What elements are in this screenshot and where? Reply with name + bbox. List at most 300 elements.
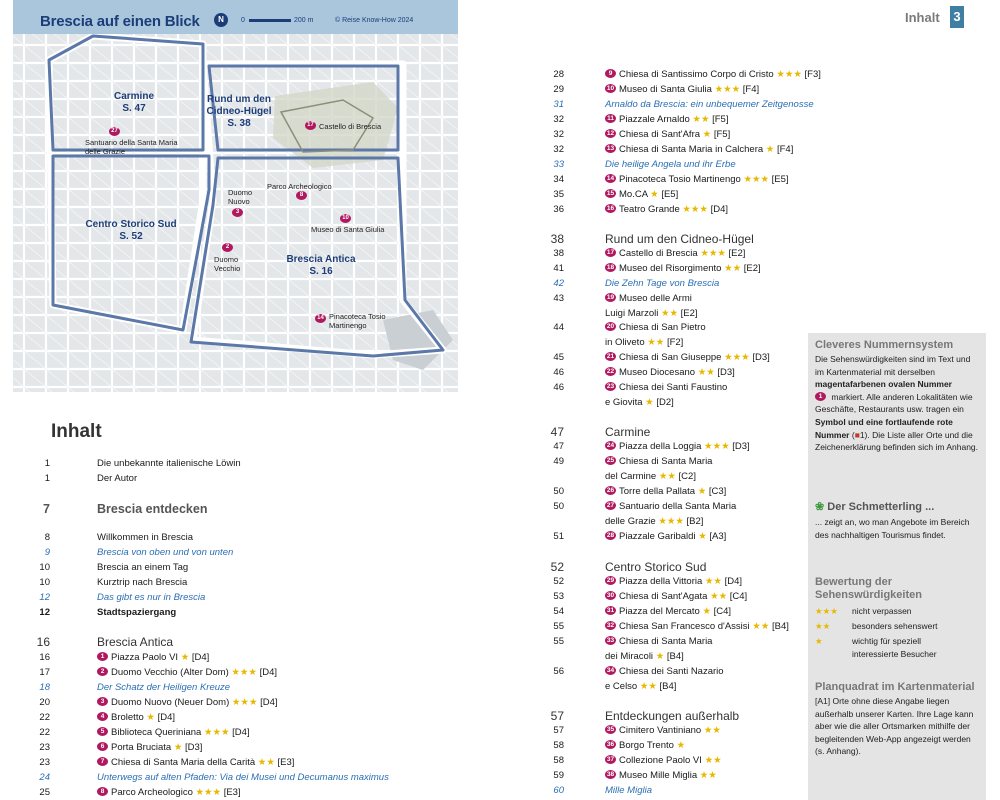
map-poi-label: Museo di Santa Giulia bbox=[311, 225, 385, 234]
toc-entry-title bbox=[97, 682, 230, 694]
sight-number-badge: 37 bbox=[606, 755, 615, 763]
grid-reference: [E2] bbox=[743, 263, 761, 274]
toc-entry-title bbox=[605, 293, 692, 305]
grid-reference: [B4] bbox=[666, 651, 684, 662]
rating-stars: ★★★ bbox=[195, 787, 222, 798]
map-poi-label: Duomo Vecchio bbox=[214, 255, 241, 273]
map-poi-label: Duomo Nuovo bbox=[228, 188, 253, 206]
sight-number-badge: 5 bbox=[97, 727, 108, 736]
toc-entry-text: Museo di Santa Giulia bbox=[619, 84, 712, 95]
toc-page-number: 38 bbox=[550, 232, 564, 246]
toc-page-number: 10 bbox=[39, 562, 50, 573]
toc-page-number: 32 bbox=[553, 129, 564, 140]
toc-page-number: 12 bbox=[39, 592, 50, 603]
toc-entry-title bbox=[605, 174, 789, 186]
toc-page-number: 56 bbox=[553, 666, 564, 677]
toc-entry-title bbox=[97, 742, 202, 754]
toc-page-number: 49 bbox=[553, 456, 564, 467]
toc-entry-title bbox=[97, 652, 209, 664]
sight-number-badge: 6 bbox=[97, 742, 108, 751]
toc-page-number: 55 bbox=[553, 621, 564, 632]
toc-entry-text: in Oliveto bbox=[605, 337, 645, 348]
toc-page-number: 52 bbox=[550, 560, 564, 574]
toc-entry-text: Piazza della Vittoria bbox=[619, 576, 703, 587]
toc-entry-text: Brescia Antica bbox=[97, 635, 174, 649]
toc-page-number: 23 bbox=[39, 757, 50, 768]
toc-entry-title bbox=[605, 382, 727, 394]
toc-entry-text: Piazzale Arnaldo bbox=[619, 114, 690, 125]
rating-stars: ★ bbox=[645, 397, 654, 408]
toc-entry-text: delle Grazie bbox=[605, 516, 656, 527]
map-title: Brescia auf einen Blick bbox=[40, 13, 200, 30]
toc-page-number: 12 bbox=[39, 607, 50, 618]
sight-number-badge: 25 bbox=[606, 456, 615, 464]
toc-entry-text: Teatro Grande bbox=[619, 204, 680, 215]
toc-entry-text: Chiesa di Sant'Agata bbox=[619, 591, 708, 602]
sight-number-badge: 17 bbox=[606, 248, 615, 256]
toc-entry-title bbox=[605, 441, 750, 453]
toc-entry-title bbox=[97, 712, 175, 724]
sidebar-heading: Bewertung der Sehenswürdigkeiten bbox=[815, 576, 922, 601]
scale-label: 200 m bbox=[294, 17, 314, 24]
toc-entry-text: Entdeckungen außerhalb bbox=[605, 709, 740, 723]
toc-page-number: 41 bbox=[553, 263, 564, 274]
toc-entry-title bbox=[97, 562, 188, 574]
sight-number-badge: 36 bbox=[606, 740, 615, 748]
toc-entry-title bbox=[605, 471, 696, 483]
toc-entry-text: Rund um den Cidneo-Hügel bbox=[605, 232, 754, 246]
toc-page-number: 47 bbox=[550, 425, 564, 439]
toc-entry-text: e Giovita bbox=[605, 397, 643, 408]
toc-page-number: 24 bbox=[39, 772, 50, 783]
sight-number-badge: 31 bbox=[606, 606, 615, 614]
number-badge-icon: 1 bbox=[815, 392, 826, 401]
sight-number-badge: 10 bbox=[606, 84, 615, 92]
toc-entry-text: Chiesa di Santa Maria della Carità bbox=[111, 757, 256, 768]
scale-zero: 0 bbox=[241, 17, 245, 24]
toc-page-number: 46 bbox=[553, 367, 564, 378]
toc-page-number: 47 bbox=[553, 441, 564, 452]
north-arrow-icon: N bbox=[214, 13, 228, 27]
toc-page-number: 29 bbox=[553, 84, 564, 95]
toc-entry-text: Biblioteca Queriniana bbox=[111, 727, 202, 738]
toc-entry-text: Museo Mille Miglia bbox=[619, 770, 698, 781]
toc-entry-title bbox=[605, 710, 739, 722]
toc-entry-text: Chiesa di San Pietro bbox=[619, 322, 706, 333]
sight-number-badge: 22 bbox=[606, 367, 615, 375]
grid-reference: [D4] bbox=[710, 204, 729, 215]
toc-entry-text: Die Zehn Tage von Brescia bbox=[605, 278, 720, 289]
grid-reference: [B4] bbox=[659, 681, 677, 692]
toc-entry-text: Piazza della Loggia bbox=[619, 441, 702, 452]
grid-reference: [C2] bbox=[678, 471, 696, 482]
toc-entry-title bbox=[97, 503, 207, 515]
map-copyright: © Reise Know-How 2024 bbox=[335, 17, 414, 24]
toc-entry-title bbox=[97, 636, 173, 648]
sight-number-badge: 16 bbox=[606, 204, 615, 212]
grid-reference: [B4] bbox=[771, 621, 789, 632]
rating-stars: ★★★ bbox=[815, 606, 838, 616]
toc-entry-text: Brescia an einem Tag bbox=[97, 562, 189, 573]
toc-heading: Inhalt bbox=[51, 421, 102, 442]
toc-page-number: 28 bbox=[553, 69, 564, 80]
toc-entry-title bbox=[605, 621, 789, 633]
toc-entry-text: Willkommen in Brescia bbox=[97, 532, 194, 543]
sidebar-heading: Cleveres Nummernsystem bbox=[815, 339, 954, 351]
toc-entry-title bbox=[97, 607, 176, 619]
grid-reference: [E2] bbox=[728, 248, 746, 259]
toc-page-number: 53 bbox=[553, 591, 564, 602]
sight-number-badge: 14 bbox=[606, 174, 615, 182]
toc-entry-text: Carmine bbox=[605, 425, 651, 439]
rating-text: besonders sehenswert bbox=[852, 621, 938, 631]
sight-number-badge: 34 bbox=[606, 666, 615, 674]
grid-reference: [D4] bbox=[157, 712, 175, 723]
toc-entry-title bbox=[605, 740, 685, 752]
area-label-brescia-antica: Brescia Antica S. 16 bbox=[286, 254, 356, 277]
grid-reference: [D3] bbox=[732, 441, 750, 452]
scale-bar bbox=[249, 19, 291, 22]
toc-entry-text: Das gibt es nur in Brescia bbox=[97, 592, 206, 603]
grid-reference: [F2] bbox=[666, 337, 684, 348]
rating-stars: ★★★ bbox=[724, 352, 750, 363]
sight-number-badge: 20 bbox=[606, 322, 615, 330]
sight-number-badge: 23 bbox=[606, 382, 615, 390]
map-pin: 14 bbox=[315, 314, 326, 323]
red-location-icon: ■ bbox=[854, 429, 860, 440]
grid-reference: [D4] bbox=[724, 576, 743, 587]
toc-entry-text: Chiesa dei Santi Nazario bbox=[619, 666, 724, 677]
sight-number-badge: 24 bbox=[606, 441, 615, 449]
page-number: 3 bbox=[950, 6, 964, 28]
sight-number-badge: 2 bbox=[97, 667, 108, 676]
toc-entry-text: Kurztrip nach Brescia bbox=[97, 577, 188, 588]
toc-page-number: 31 bbox=[553, 99, 564, 110]
toc-page-number: 60 bbox=[553, 785, 564, 796]
toc-page-number: 55 bbox=[553, 636, 564, 647]
toc-entry-title bbox=[605, 352, 770, 364]
grid-reference: [D3] bbox=[185, 742, 203, 753]
grid-reference: [E5] bbox=[661, 189, 679, 200]
sight-number-badge: 12 bbox=[606, 129, 615, 137]
toc-page-number: 8 bbox=[44, 532, 50, 543]
toc-entry-text: Brescia von oben und von unten bbox=[97, 547, 234, 558]
area-label-cidneo: Rund um den Cidneo-Hügel S. 38 bbox=[206, 94, 272, 129]
toc-entry-text: Arnaldo da Brescia: ein unbequemer Zeitgenosse bbox=[605, 99, 814, 110]
grid-reference: [E3] bbox=[223, 787, 241, 798]
toc-entry-title bbox=[605, 486, 726, 498]
toc-entry-title bbox=[97, 458, 241, 470]
toc-page-number: 33 bbox=[553, 159, 564, 170]
rating-stars: ★ bbox=[173, 742, 183, 753]
toc-entry-title bbox=[605, 159, 736, 171]
toc-page-number: 58 bbox=[553, 755, 564, 766]
toc-entry-title bbox=[97, 667, 277, 679]
rating-stars: ★★★ bbox=[658, 516, 684, 527]
sight-number-badge: 11 bbox=[605, 114, 616, 123]
sight-number-badge: 27 bbox=[606, 501, 615, 509]
map-pin: 3 bbox=[232, 208, 243, 217]
map-pin: 17 bbox=[305, 121, 316, 130]
toc-entry-title bbox=[605, 308, 698, 320]
rating-stars: ★★ bbox=[704, 755, 722, 766]
toc-entry-text: Chiesa dei Santi Faustino bbox=[619, 382, 728, 393]
toc-entry-text: Piazza del Mercato bbox=[619, 606, 700, 617]
sidebar-heading: Planquadrat im Kartenmaterial bbox=[815, 681, 975, 693]
overview-map bbox=[13, 0, 458, 392]
sight-number-badge: 32 bbox=[606, 621, 615, 629]
toc-entry-title bbox=[605, 129, 730, 141]
grid-reference: [E5] bbox=[771, 174, 789, 185]
toc-entry-text: Chiesa di Santa Maria in Calchera bbox=[619, 144, 764, 155]
sight-number-badge: 19 bbox=[606, 293, 615, 301]
toc-entry-text: Torre della Pallata bbox=[619, 486, 696, 497]
grid-reference: [D4] bbox=[259, 667, 278, 678]
rating-stars: ★ bbox=[180, 652, 190, 663]
toc-entry-title bbox=[605, 233, 754, 245]
toc-entry-text: Santuario della Santa Maria bbox=[619, 501, 737, 512]
toc-entry-title bbox=[605, 263, 761, 275]
toc-page-number: 22 bbox=[39, 727, 50, 738]
toc-page-number: 10 bbox=[39, 577, 50, 588]
toc-page-number: 20 bbox=[39, 697, 50, 708]
toc-entry-title bbox=[605, 516, 703, 528]
toc-entry-text: Die unbekannte italienische Löwin bbox=[97, 458, 241, 469]
rating-stars: ★★ bbox=[710, 591, 728, 602]
toc-entry-title bbox=[605, 770, 717, 782]
toc-entry-text: Museo del Risorgimento bbox=[619, 263, 722, 274]
grid-reference: [D3] bbox=[752, 352, 770, 363]
rating-stars: ★★★ bbox=[776, 69, 802, 80]
toc-page-number: 38 bbox=[553, 248, 564, 259]
rating-stars: ★★★ bbox=[704, 441, 730, 452]
rating-stars: ★★ bbox=[704, 576, 722, 587]
area-label-carmine: Carmine S. 47 bbox=[113, 91, 154, 114]
sight-number-badge: 28 bbox=[606, 531, 615, 539]
rating-stars: ★ bbox=[702, 606, 711, 617]
area-label-centro-storico-sud: Centro Storico Sud S. 52 bbox=[85, 219, 177, 242]
sight-number-badge: 9 bbox=[605, 69, 616, 78]
toc-entry-title bbox=[605, 99, 814, 111]
toc-page-number: 57 bbox=[553, 725, 564, 736]
toc-entry-text: Borgo Trento bbox=[619, 740, 674, 751]
toc-entry-title bbox=[605, 681, 676, 693]
toc-page-number: 45 bbox=[553, 352, 564, 363]
toc-page-number: 18 bbox=[39, 682, 50, 693]
toc-page-number: 58 bbox=[553, 740, 564, 751]
map-pin: 8 bbox=[296, 191, 307, 200]
toc-page-number: 32 bbox=[553, 144, 564, 155]
toc-page-number: 25 bbox=[39, 787, 50, 798]
toc-page-number: 32 bbox=[553, 114, 564, 125]
sidebar-paragraph: Die Sehenswürdigkeiten sind im Text und im Kartenmaterial mit derselben magentafarbenen ovalen Nummer 1 markiert. Alle anderen Lokalitäten wie Geschäfte, Restaurants usw. tragen ein Symbol und eine fortlaufende rote Nummer (■1). Die Liste aller Orte und die Zeichenerklärung befinden sich im Anhang. bbox=[815, 354, 979, 453]
toc-entry-title bbox=[97, 577, 187, 589]
toc-entry-text: Stadtspaziergang bbox=[97, 607, 177, 618]
toc-entry-title bbox=[605, 591, 747, 603]
rating-stars: ★★ bbox=[639, 681, 657, 692]
running-header: Inhalt bbox=[905, 10, 940, 25]
toc-entry-text: Parco Archeologico bbox=[111, 787, 193, 798]
rating-stars: ★★★ bbox=[743, 174, 770, 185]
toc-entry-title bbox=[605, 144, 793, 156]
map-pin: 2 bbox=[222, 243, 233, 252]
sight-number-badge: 35 bbox=[606, 725, 615, 733]
rating-stars: ★★ bbox=[257, 757, 275, 768]
rating-stars: ★★ bbox=[692, 114, 710, 125]
toc-entry-title bbox=[97, 592, 205, 604]
grid-reference: [F4] bbox=[742, 84, 760, 95]
sight-number-badge: 29 bbox=[606, 576, 615, 584]
toc-entry-title bbox=[605, 69, 821, 81]
rating-stars: ★★★ bbox=[231, 697, 258, 708]
map-poi-label: Santuario della Santa Maria delle Grazie bbox=[85, 138, 178, 156]
toc-entry-title bbox=[605, 725, 721, 737]
toc-entry-text: Castello di Brescia bbox=[619, 248, 698, 259]
toc-page-number: 50 bbox=[553, 486, 564, 497]
rating-stars: ★★★ bbox=[700, 248, 726, 259]
toc-entry-text: Chiesa di Santissimo Corpo di Cristo bbox=[619, 69, 774, 80]
sidebar-paragraph: [A1] Orte ohne diese Angabe liegen außerhalb unserer Karten. Ihre Lage kann aber wie die aller Ortsmarken mithilfe der begleitenden Web-App angezeigt werden (s. Anhang). bbox=[815, 696, 974, 757]
toc-entry-title bbox=[605, 576, 742, 588]
toc-entry-title bbox=[97, 547, 233, 559]
toc-entry-text: Chiesa San Francesco d'Assisi bbox=[619, 621, 750, 632]
butterfly-icon: ❀ bbox=[815, 501, 825, 513]
toc-entry-title bbox=[605, 204, 728, 216]
sight-number-badge: 7 bbox=[97, 757, 108, 766]
sight-number-badge: 30 bbox=[606, 591, 615, 599]
rating-stars: ★ bbox=[146, 712, 155, 723]
toc-entry-text: Piazzale Garibaldi bbox=[619, 531, 696, 542]
toc-entry-title bbox=[97, 473, 137, 485]
toc-entry-text: Die heilige Angela und ihr Erbe bbox=[605, 159, 736, 170]
toc-page-number: 1 bbox=[44, 473, 50, 484]
info-sidebar bbox=[808, 333, 986, 800]
toc-entry-text: Duomo Nuovo (Neuer Dom) bbox=[111, 697, 230, 708]
grid-reference: [D4] bbox=[260, 697, 278, 708]
grid-reference: [D4] bbox=[232, 727, 250, 738]
rating-stars: ★★★ bbox=[682, 204, 708, 215]
grid-reference: [E3] bbox=[277, 757, 295, 768]
rating-stars: ★ bbox=[697, 486, 707, 497]
toc-entry-title bbox=[97, 532, 193, 544]
toc-entry-title bbox=[605, 114, 728, 126]
toc-entry-title bbox=[97, 697, 278, 709]
toc-page-number: 7 bbox=[43, 502, 50, 516]
toc-entry-title bbox=[97, 757, 294, 769]
toc-page-number: 57 bbox=[550, 709, 564, 723]
toc-entry-title bbox=[97, 727, 250, 739]
toc-page-number: 1 bbox=[44, 458, 50, 469]
toc-entry-text: del Carmine bbox=[605, 471, 657, 482]
toc-entry-text: Brescia entdecken bbox=[97, 502, 208, 516]
toc-entry-text: Unterwegs auf alten Pfaden: Via dei Musei und Decumanus maximus bbox=[97, 772, 389, 783]
toc-entry-text: Chiesa di Santa Maria bbox=[619, 456, 713, 467]
grid-reference: [C3] bbox=[708, 486, 727, 497]
rating-stars: ★ bbox=[765, 144, 775, 155]
toc-entry-text: Mille Miglia bbox=[605, 785, 652, 796]
rating-stars: ★★★ bbox=[203, 727, 230, 738]
toc-page-number: 54 bbox=[553, 606, 564, 617]
toc-entry-text: Collezione Paolo VI bbox=[619, 755, 702, 766]
sight-number-badge: 4 bbox=[97, 712, 108, 721]
toc-page-number: 42 bbox=[553, 278, 564, 289]
grid-reference: [F5] bbox=[712, 114, 729, 125]
rating-stars: ★★ bbox=[658, 471, 676, 482]
rating-stars: ★ bbox=[698, 531, 707, 542]
toc-page-number: 46 bbox=[553, 382, 564, 393]
toc-entry-text: Der Schatz der Heiligen Kreuze bbox=[97, 682, 231, 693]
toc-entry-text: Chiesa di San Giuseppe bbox=[619, 352, 722, 363]
sight-number-badge: 13 bbox=[606, 144, 615, 152]
sight-number-badge: 1 bbox=[97, 652, 108, 661]
toc-entry-title bbox=[605, 322, 706, 334]
toc-entry-text: Chiesa di Sant'Afra bbox=[619, 129, 701, 140]
toc-entry-title bbox=[605, 666, 724, 678]
toc-entry-title bbox=[605, 84, 759, 96]
toc-page-number: 44 bbox=[553, 322, 564, 333]
toc-page-number: 34 bbox=[553, 174, 564, 185]
toc-entry-text: Der Autor bbox=[97, 473, 138, 484]
toc-entry-title bbox=[605, 426, 650, 438]
sight-number-badge: 38 bbox=[606, 770, 615, 778]
toc-entry-text: dei Miracoli bbox=[605, 651, 654, 662]
toc-entry-text: Porta Bruciata bbox=[111, 742, 172, 753]
map-title-bar bbox=[13, 0, 458, 34]
toc-entry-title bbox=[605, 531, 726, 543]
grid-reference: [C4] bbox=[713, 606, 732, 617]
toc-entry-title bbox=[605, 651, 684, 663]
map-pin: 10 bbox=[340, 214, 351, 223]
rating-stars: ★★ bbox=[703, 725, 721, 736]
rating-stars: ★ bbox=[650, 189, 659, 200]
toc-entry-title bbox=[605, 397, 674, 409]
toc-page-number: 22 bbox=[39, 712, 50, 723]
rating-stars: ★★★ bbox=[231, 667, 257, 678]
toc-entry-text: Centro Storico Sud bbox=[605, 560, 707, 574]
toc-page-number: 9 bbox=[44, 547, 50, 558]
toc-page-number: 51 bbox=[553, 531, 564, 542]
toc-entry-text: Museo Diocesano bbox=[619, 367, 696, 378]
map-pin: 27 bbox=[109, 127, 120, 136]
map-poi-label: Castello di Brescia bbox=[319, 122, 382, 131]
toc-entry-text: Luigi Marzoli bbox=[605, 308, 659, 319]
toc-entry-title bbox=[605, 189, 678, 201]
rating-stars: ★★ bbox=[660, 308, 679, 319]
rating-stars: ★★ bbox=[647, 337, 665, 348]
toc-page-number: 16 bbox=[39, 652, 50, 663]
grid-reference: [D3] bbox=[717, 367, 735, 378]
toc-entry-title bbox=[605, 636, 712, 648]
toc-entry-text: Mo.CA bbox=[619, 189, 648, 200]
sidebar-heading: ❀ Der Schmetterling ... bbox=[815, 501, 935, 513]
rating-stars: ★ bbox=[702, 129, 712, 140]
toc-page-number: 35 bbox=[553, 189, 564, 200]
rating-stars: ★★★ bbox=[714, 84, 741, 95]
sight-number-badge: 33 bbox=[606, 636, 615, 644]
grid-reference: [A3] bbox=[709, 531, 727, 542]
grid-reference: [B2] bbox=[686, 516, 704, 527]
toc-page-number: 50 bbox=[553, 501, 564, 512]
map-poi-label: Pinacoteca Tosio Martinengo bbox=[329, 312, 386, 330]
sight-number-badge: 15 bbox=[606, 189, 615, 197]
toc-entry-title bbox=[605, 785, 652, 797]
toc-entry-title bbox=[605, 755, 722, 767]
toc-entry-title bbox=[97, 787, 241, 799]
rating-stars: ★ bbox=[676, 740, 686, 751]
toc-page-number: 52 bbox=[553, 576, 564, 587]
grid-reference: [F5] bbox=[713, 129, 731, 140]
toc-entry-title bbox=[605, 561, 706, 573]
